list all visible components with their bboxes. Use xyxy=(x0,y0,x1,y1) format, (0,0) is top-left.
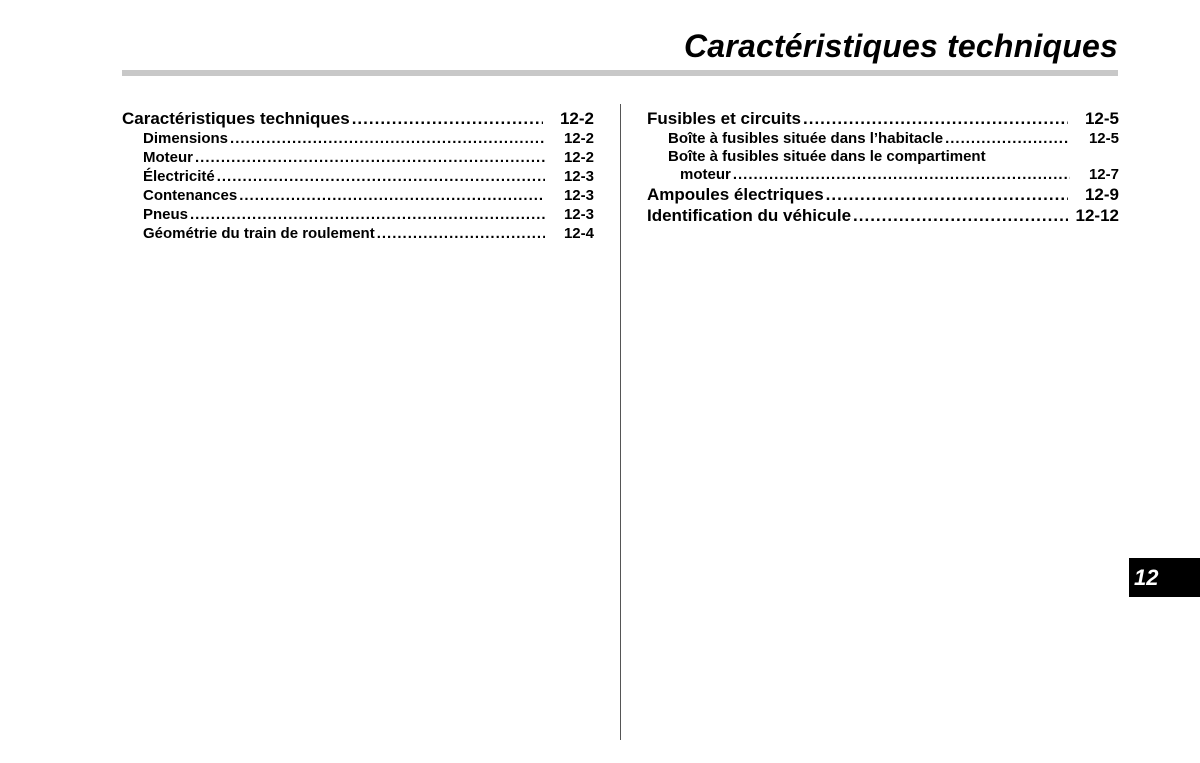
toc-leader xyxy=(803,108,1068,129)
toc-leader xyxy=(195,148,545,167)
toc-entry-dimensions[interactable] xyxy=(122,129,594,148)
toc-entry-label: Géométrie du train de roulement xyxy=(143,225,375,242)
toc-entry-label: Moteur xyxy=(143,149,193,166)
chapter-tab xyxy=(1129,558,1200,597)
toc-leader xyxy=(377,224,545,243)
toc-entry-boite-compartiment[interactable] xyxy=(647,148,1119,184)
toc-page-number: 12-5 xyxy=(1084,109,1119,128)
toc-entry-boite-habitacle[interactable] xyxy=(647,129,1119,148)
toc-right-column xyxy=(647,108,1119,226)
toc-entry-continuation xyxy=(647,165,1119,184)
toc-entry-label: Électricité xyxy=(143,168,215,185)
toc-left-column xyxy=(122,108,594,243)
toc-entry-label: Caractéristiques techniques xyxy=(122,109,350,128)
toc-page-number: 12-12 xyxy=(1075,206,1119,225)
toc-leader xyxy=(733,165,1070,184)
toc-entry-label-continued: moteur xyxy=(680,166,731,183)
toc-page-number: 12-2 xyxy=(559,109,594,128)
toc-leader xyxy=(230,129,545,148)
toc-entry-fusibles[interactable] xyxy=(647,108,1119,129)
toc-entry-label: Pneus xyxy=(143,206,189,223)
toc-entry-label: Boîte à fusibles située dans l’habitacle xyxy=(668,130,944,147)
toc-leader xyxy=(945,129,1070,148)
toc-leader xyxy=(217,167,545,186)
toc-leader xyxy=(190,205,545,224)
toc-page-number: 12-5 xyxy=(1088,130,1119,147)
toc-entry-caracteristiques[interactable] xyxy=(122,108,594,129)
toc-page-number: 12-4 xyxy=(563,225,594,242)
toc-entry-label: Identification du véhicule xyxy=(647,206,852,225)
toc-leader xyxy=(826,184,1068,205)
toc-entry-ampoules[interactable] xyxy=(647,184,1119,205)
toc-entry-electricite[interactable] xyxy=(122,167,594,186)
toc-entry-geometrie[interactable] xyxy=(122,224,594,243)
toc-entry-label: Dimensions xyxy=(143,130,229,147)
toc-page-number: 12-9 xyxy=(1084,185,1119,204)
toc-page-number: 12-7 xyxy=(1088,166,1119,183)
toc-page-number: 12-3 xyxy=(563,206,594,223)
toc-leader xyxy=(352,108,543,129)
toc-page-number: 12-2 xyxy=(563,130,594,147)
toc-entry-identification[interactable] xyxy=(647,205,1119,226)
toc-entry-moteur[interactable] xyxy=(122,148,594,167)
toc-leader xyxy=(239,186,545,205)
title-rule xyxy=(122,70,1118,76)
toc-entry-label: Fusibles et circuits xyxy=(647,109,801,128)
chapter-number: 12 xyxy=(1134,564,1159,590)
toc-page-number: 12-3 xyxy=(563,168,594,185)
toc-entry-label: Contenances xyxy=(143,187,238,204)
column-divider xyxy=(620,104,621,740)
toc-entry-label: Boîte à fusibles située dans le compartiment xyxy=(668,148,986,165)
toc-leader xyxy=(853,205,1068,226)
toc-entry-pneus[interactable] xyxy=(122,205,594,224)
toc-page-number: 12-3 xyxy=(563,187,594,204)
page-title: Caractéristiques techniques xyxy=(684,28,1118,64)
toc-entry-contenances[interactable] xyxy=(122,186,594,205)
toc-page-number: 12-2 xyxy=(563,149,594,166)
toc-entry-label: Ampoules électriques xyxy=(647,185,824,204)
